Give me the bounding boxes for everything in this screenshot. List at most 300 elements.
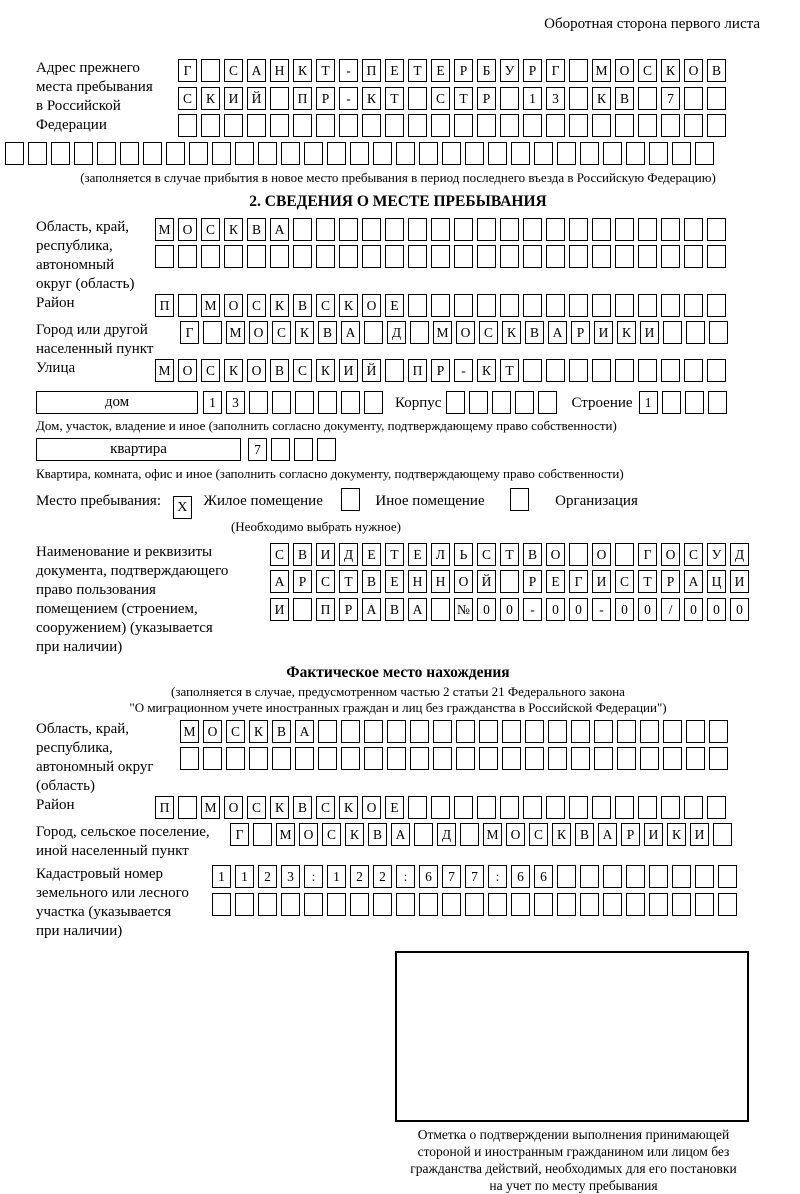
char-box: Ц bbox=[707, 570, 726, 593]
char-box bbox=[615, 796, 634, 819]
char-box: Т bbox=[408, 59, 427, 82]
char-box bbox=[253, 823, 272, 846]
char-box: М bbox=[180, 720, 199, 743]
char-box bbox=[373, 893, 392, 916]
char-box: И bbox=[224, 87, 243, 110]
char-box bbox=[203, 321, 222, 344]
char-box bbox=[97, 142, 116, 165]
char-box: О bbox=[684, 59, 703, 82]
char-box bbox=[442, 893, 461, 916]
actual-district-label: Район bbox=[36, 796, 75, 813]
char-box: К bbox=[661, 59, 680, 82]
char-box bbox=[684, 114, 703, 137]
char-box: И bbox=[640, 321, 659, 344]
char-box bbox=[247, 245, 266, 268]
char-box bbox=[546, 359, 565, 382]
char-box bbox=[525, 720, 544, 743]
char-box bbox=[684, 218, 703, 241]
char-box bbox=[258, 142, 277, 165]
char-box bbox=[662, 391, 681, 414]
char-box bbox=[638, 218, 657, 241]
char-box: К bbox=[339, 294, 358, 317]
char-box: М bbox=[592, 59, 611, 82]
char-box: Р bbox=[293, 570, 312, 593]
char-box bbox=[649, 893, 668, 916]
char-box: С bbox=[529, 823, 548, 846]
actual-district-block bbox=[36, 796, 760, 824]
char-box: С bbox=[224, 59, 243, 82]
char-box bbox=[350, 142, 369, 165]
char-box: Й bbox=[477, 570, 496, 593]
char-box bbox=[617, 747, 636, 770]
char-box bbox=[603, 142, 622, 165]
char-box bbox=[546, 245, 565, 268]
char-box bbox=[592, 218, 611, 241]
actual-region-label: Область, край, республика, автономный округ (область) bbox=[36, 720, 154, 794]
char-box bbox=[258, 893, 277, 916]
char-box: А bbox=[391, 823, 410, 846]
char-box: К bbox=[295, 321, 314, 344]
char-box bbox=[178, 796, 197, 819]
char-box: Н bbox=[270, 59, 289, 82]
char-box bbox=[180, 747, 199, 770]
char-box bbox=[362, 218, 381, 241]
char-box bbox=[684, 87, 703, 110]
char-box: С bbox=[477, 543, 496, 566]
char-box bbox=[272, 747, 291, 770]
char-box bbox=[649, 865, 668, 888]
char-box: Р bbox=[571, 321, 590, 344]
char-box bbox=[708, 391, 727, 414]
prev-address-block bbox=[36, 59, 760, 142]
char-box bbox=[385, 218, 404, 241]
char-box bbox=[569, 359, 588, 382]
char-box bbox=[408, 87, 427, 110]
stroenie-label: Строение bbox=[571, 394, 633, 411]
char-box bbox=[569, 245, 588, 268]
char-box: К bbox=[362, 87, 381, 110]
char-box bbox=[385, 359, 404, 382]
char-box bbox=[502, 720, 521, 743]
char-box: М bbox=[276, 823, 295, 846]
char-box bbox=[640, 747, 659, 770]
char-box bbox=[592, 114, 611, 137]
char-box: Е bbox=[385, 294, 404, 317]
char-box bbox=[272, 391, 291, 414]
char-box bbox=[166, 142, 185, 165]
char-box: П bbox=[293, 87, 312, 110]
char-box bbox=[454, 114, 473, 137]
char-box: С bbox=[226, 720, 245, 743]
char-box bbox=[617, 720, 636, 743]
char-box: А bbox=[598, 823, 617, 846]
char-box: И bbox=[690, 823, 709, 846]
char-box bbox=[431, 218, 450, 241]
char-box: В bbox=[247, 218, 266, 241]
char-box bbox=[155, 245, 174, 268]
char-box bbox=[479, 720, 498, 743]
char-box: 0 bbox=[638, 598, 657, 621]
actual-region-block bbox=[36, 720, 760, 796]
char-box: С bbox=[270, 543, 289, 566]
actual-region-row-1 bbox=[180, 720, 732, 744]
char-box: К bbox=[592, 87, 611, 110]
char-box: С bbox=[293, 359, 312, 382]
char-box bbox=[410, 321, 429, 344]
section2-title: 2. СВЕДЕНИЯ О МЕСТЕ ПРЕБЫВАНИЯ bbox=[249, 192, 547, 210]
header-note: Оборотная сторона первого листа bbox=[544, 16, 760, 32]
stay-type-checkbox-other bbox=[341, 488, 360, 511]
char-box bbox=[500, 114, 519, 137]
actual-city-row bbox=[230, 823, 736, 847]
prev-address-label: Адрес прежнего места пребывания в Российской Федерации bbox=[36, 60, 153, 133]
char-box bbox=[74, 142, 93, 165]
char-box: К bbox=[224, 218, 243, 241]
char-box bbox=[713, 823, 732, 846]
char-box bbox=[523, 218, 542, 241]
apartment-note: Квартира, комната, офис и иное (заполнить согласно документу, подтверждающему право собственности) bbox=[36, 465, 624, 481]
char-box bbox=[546, 294, 565, 317]
char-box: А bbox=[684, 570, 703, 593]
char-box: Г bbox=[180, 321, 199, 344]
char-box bbox=[385, 245, 404, 268]
char-box: О bbox=[249, 321, 268, 344]
apartment-boxes bbox=[248, 438, 340, 457]
char-box bbox=[663, 321, 682, 344]
char-box: 0 bbox=[500, 598, 519, 621]
char-box bbox=[350, 893, 369, 916]
char-box bbox=[515, 391, 534, 414]
char-box: И bbox=[644, 823, 663, 846]
char-box: И bbox=[339, 359, 358, 382]
char-box bbox=[684, 294, 703, 317]
char-box: С bbox=[322, 823, 341, 846]
char-box bbox=[477, 114, 496, 137]
char-box bbox=[318, 391, 337, 414]
char-box bbox=[638, 114, 657, 137]
char-box bbox=[270, 114, 289, 137]
char-box bbox=[626, 893, 645, 916]
apartment-field-cell: квартира bbox=[36, 438, 241, 461]
char-box bbox=[580, 865, 599, 888]
char-box: Б bbox=[477, 59, 496, 82]
char-box bbox=[419, 893, 438, 916]
char-box bbox=[695, 142, 714, 165]
stamp-area bbox=[381, 951, 766, 1194]
char-box: Д bbox=[730, 543, 749, 566]
char-box: Е bbox=[408, 543, 427, 566]
char-box: О bbox=[615, 59, 634, 82]
char-box bbox=[316, 114, 335, 137]
district-block bbox=[36, 294, 760, 322]
char-box: Г bbox=[546, 59, 565, 82]
region-block bbox=[36, 218, 760, 294]
char-box bbox=[341, 747, 360, 770]
prev-address-row-1 bbox=[178, 59, 730, 83]
char-box bbox=[178, 114, 197, 137]
char-box: 1 bbox=[327, 865, 346, 888]
char-box: В bbox=[523, 543, 542, 566]
char-box: У bbox=[707, 543, 726, 566]
char-box bbox=[594, 747, 613, 770]
char-box bbox=[477, 796, 496, 819]
char-box bbox=[638, 796, 657, 819]
char-box bbox=[492, 391, 511, 414]
char-box bbox=[500, 87, 519, 110]
char-box bbox=[454, 796, 473, 819]
char-box bbox=[546, 114, 565, 137]
char-box: С bbox=[431, 87, 450, 110]
char-box bbox=[615, 114, 634, 137]
char-box bbox=[707, 359, 726, 382]
char-box bbox=[446, 391, 465, 414]
char-box: М bbox=[155, 218, 174, 241]
char-box bbox=[663, 747, 682, 770]
stay-type-checkbox-organization bbox=[510, 488, 529, 511]
char-box: Р bbox=[454, 59, 473, 82]
district-row bbox=[155, 294, 730, 318]
char-box bbox=[454, 218, 473, 241]
char-box bbox=[456, 747, 475, 770]
char-box bbox=[626, 142, 645, 165]
char-box bbox=[571, 720, 590, 743]
char-box bbox=[661, 359, 680, 382]
char-box: О bbox=[224, 294, 243, 317]
char-box: П bbox=[408, 359, 427, 382]
char-box bbox=[178, 294, 197, 317]
char-box bbox=[431, 294, 450, 317]
stroenie-boxes bbox=[639, 391, 731, 410]
char-box: 7 bbox=[248, 438, 267, 461]
char-box bbox=[408, 114, 427, 137]
char-box: 3 bbox=[546, 87, 565, 110]
char-box bbox=[523, 294, 542, 317]
char-box bbox=[456, 720, 475, 743]
char-box bbox=[686, 747, 705, 770]
char-box bbox=[686, 321, 705, 344]
char-box: И bbox=[270, 598, 289, 621]
char-box: Н bbox=[431, 570, 450, 593]
char-box: Н bbox=[408, 570, 427, 593]
char-box: Р bbox=[523, 59, 542, 82]
char-box: В bbox=[575, 823, 594, 846]
region-label: Область, край, республика, автономный округ (область) bbox=[36, 218, 135, 292]
char-box: К bbox=[552, 823, 571, 846]
char-box: С bbox=[316, 294, 335, 317]
char-box: 1 bbox=[203, 391, 222, 414]
char-box bbox=[212, 142, 231, 165]
char-box: Д bbox=[339, 543, 358, 566]
char-box: С bbox=[638, 59, 657, 82]
document-grid bbox=[270, 543, 753, 626]
char-box: - bbox=[454, 359, 473, 382]
char-box: : bbox=[396, 865, 415, 888]
document-row-3 bbox=[270, 598, 753, 622]
char-box bbox=[364, 720, 383, 743]
char-box: - bbox=[592, 598, 611, 621]
char-box: 0 bbox=[707, 598, 726, 621]
char-box: В bbox=[707, 59, 726, 82]
char-box bbox=[686, 720, 705, 743]
char-box bbox=[318, 720, 337, 743]
char-box: А bbox=[341, 321, 360, 344]
char-box bbox=[569, 543, 588, 566]
char-box bbox=[201, 114, 220, 137]
stay-type-option-organization: Организация bbox=[555, 492, 638, 509]
char-box: А bbox=[270, 218, 289, 241]
char-box bbox=[477, 294, 496, 317]
char-box: Г bbox=[569, 570, 588, 593]
char-box: К bbox=[249, 720, 268, 743]
char-box: С bbox=[178, 87, 197, 110]
char-box bbox=[454, 294, 473, 317]
char-box bbox=[454, 245, 473, 268]
char-box bbox=[295, 747, 314, 770]
char-box: В bbox=[362, 570, 381, 593]
char-box bbox=[685, 391, 704, 414]
char-box bbox=[672, 893, 691, 916]
char-box: С bbox=[615, 570, 634, 593]
char-box: И bbox=[316, 543, 335, 566]
char-box bbox=[249, 391, 268, 414]
char-box bbox=[511, 142, 530, 165]
char-box bbox=[580, 893, 599, 916]
char-box: Р bbox=[316, 87, 335, 110]
actual-city-label: Город, сельское поселение, иной населенный пункт bbox=[36, 824, 210, 859]
char-box bbox=[293, 245, 312, 268]
char-box bbox=[327, 142, 346, 165]
char-box: У bbox=[500, 59, 519, 82]
char-box: Л bbox=[431, 543, 450, 566]
char-box bbox=[316, 245, 335, 268]
char-box: 1 bbox=[523, 87, 542, 110]
char-box bbox=[695, 865, 714, 888]
char-box bbox=[201, 59, 220, 82]
actual-district-row bbox=[155, 796, 730, 820]
char-box: В bbox=[293, 543, 312, 566]
char-box: 3 bbox=[281, 865, 300, 888]
char-box bbox=[592, 245, 611, 268]
char-box: М bbox=[155, 359, 174, 382]
house-block bbox=[36, 391, 760, 415]
document-block bbox=[36, 543, 760, 657]
char-box bbox=[709, 747, 728, 770]
char-box: О bbox=[456, 321, 475, 344]
char-box: И bbox=[592, 570, 611, 593]
char-box bbox=[707, 796, 726, 819]
city-block bbox=[36, 321, 760, 359]
char-box bbox=[178, 245, 197, 268]
char-box bbox=[511, 893, 530, 916]
char-box: С bbox=[247, 294, 266, 317]
char-box: Р bbox=[661, 570, 680, 593]
char-box: Т bbox=[316, 59, 335, 82]
char-box bbox=[534, 893, 553, 916]
char-box: И bbox=[730, 570, 749, 593]
char-box: К bbox=[339, 796, 358, 819]
char-box bbox=[661, 245, 680, 268]
char-box: Т bbox=[638, 570, 657, 593]
char-box: О bbox=[224, 796, 243, 819]
char-box: № bbox=[454, 598, 473, 621]
char-box: О bbox=[178, 218, 197, 241]
char-box bbox=[626, 865, 645, 888]
char-box: Т bbox=[500, 543, 519, 566]
char-box bbox=[477, 218, 496, 241]
char-box: О bbox=[299, 823, 318, 846]
char-box: Е bbox=[385, 796, 404, 819]
char-box: К bbox=[201, 87, 220, 110]
char-box: О bbox=[247, 359, 266, 382]
char-box bbox=[364, 747, 383, 770]
char-box bbox=[548, 720, 567, 743]
char-box bbox=[341, 720, 360, 743]
char-box: 1 bbox=[639, 391, 658, 414]
char-box: Е bbox=[385, 59, 404, 82]
char-box: В bbox=[293, 796, 312, 819]
char-box bbox=[396, 893, 415, 916]
char-box bbox=[235, 142, 254, 165]
char-box: Т bbox=[385, 543, 404, 566]
char-box: : bbox=[304, 865, 323, 888]
char-box: С bbox=[684, 543, 703, 566]
char-box bbox=[408, 218, 427, 241]
char-box bbox=[709, 321, 728, 344]
char-box bbox=[594, 720, 613, 743]
char-box bbox=[684, 796, 703, 819]
actual-location-title: Фактическое место нахождения bbox=[286, 663, 510, 681]
char-box bbox=[500, 570, 519, 593]
char-box bbox=[603, 893, 622, 916]
char-box: С bbox=[201, 218, 220, 241]
prev-address-row-4 bbox=[5, 142, 760, 166]
stay-type-checkbox-residential: X bbox=[173, 496, 192, 519]
char-box bbox=[695, 893, 714, 916]
char-box: А bbox=[548, 321, 567, 344]
char-box: 0 bbox=[684, 598, 703, 621]
char-box: Р bbox=[477, 87, 496, 110]
char-box bbox=[431, 114, 450, 137]
char-box bbox=[672, 142, 691, 165]
char-box bbox=[569, 218, 588, 241]
char-box: : bbox=[488, 865, 507, 888]
char-box: - bbox=[339, 87, 358, 110]
char-box bbox=[592, 359, 611, 382]
prev-address-note: (заполняется в случае прибытия в новое место пребывания в период последнего въезда в Российскую Федерацию) bbox=[80, 169, 716, 185]
char-box: О bbox=[454, 570, 473, 593]
char-box bbox=[488, 142, 507, 165]
char-box: 0 bbox=[569, 598, 588, 621]
char-box: 3 bbox=[226, 391, 245, 414]
char-box bbox=[557, 865, 576, 888]
char-box bbox=[569, 294, 588, 317]
char-box bbox=[661, 796, 680, 819]
char-box: 0 bbox=[477, 598, 496, 621]
char-box: О bbox=[203, 720, 222, 743]
char-box: Е bbox=[362, 543, 381, 566]
char-box bbox=[538, 391, 557, 414]
char-box bbox=[465, 893, 484, 916]
char-box bbox=[488, 893, 507, 916]
char-box bbox=[569, 87, 588, 110]
char-box bbox=[615, 543, 634, 566]
char-box: А bbox=[247, 59, 266, 82]
char-box bbox=[707, 87, 726, 110]
stamp-box bbox=[395, 951, 749, 1122]
char-box: Й bbox=[362, 359, 381, 382]
cadastre-block bbox=[36, 865, 760, 941]
prev-address-row-3 bbox=[178, 114, 730, 138]
